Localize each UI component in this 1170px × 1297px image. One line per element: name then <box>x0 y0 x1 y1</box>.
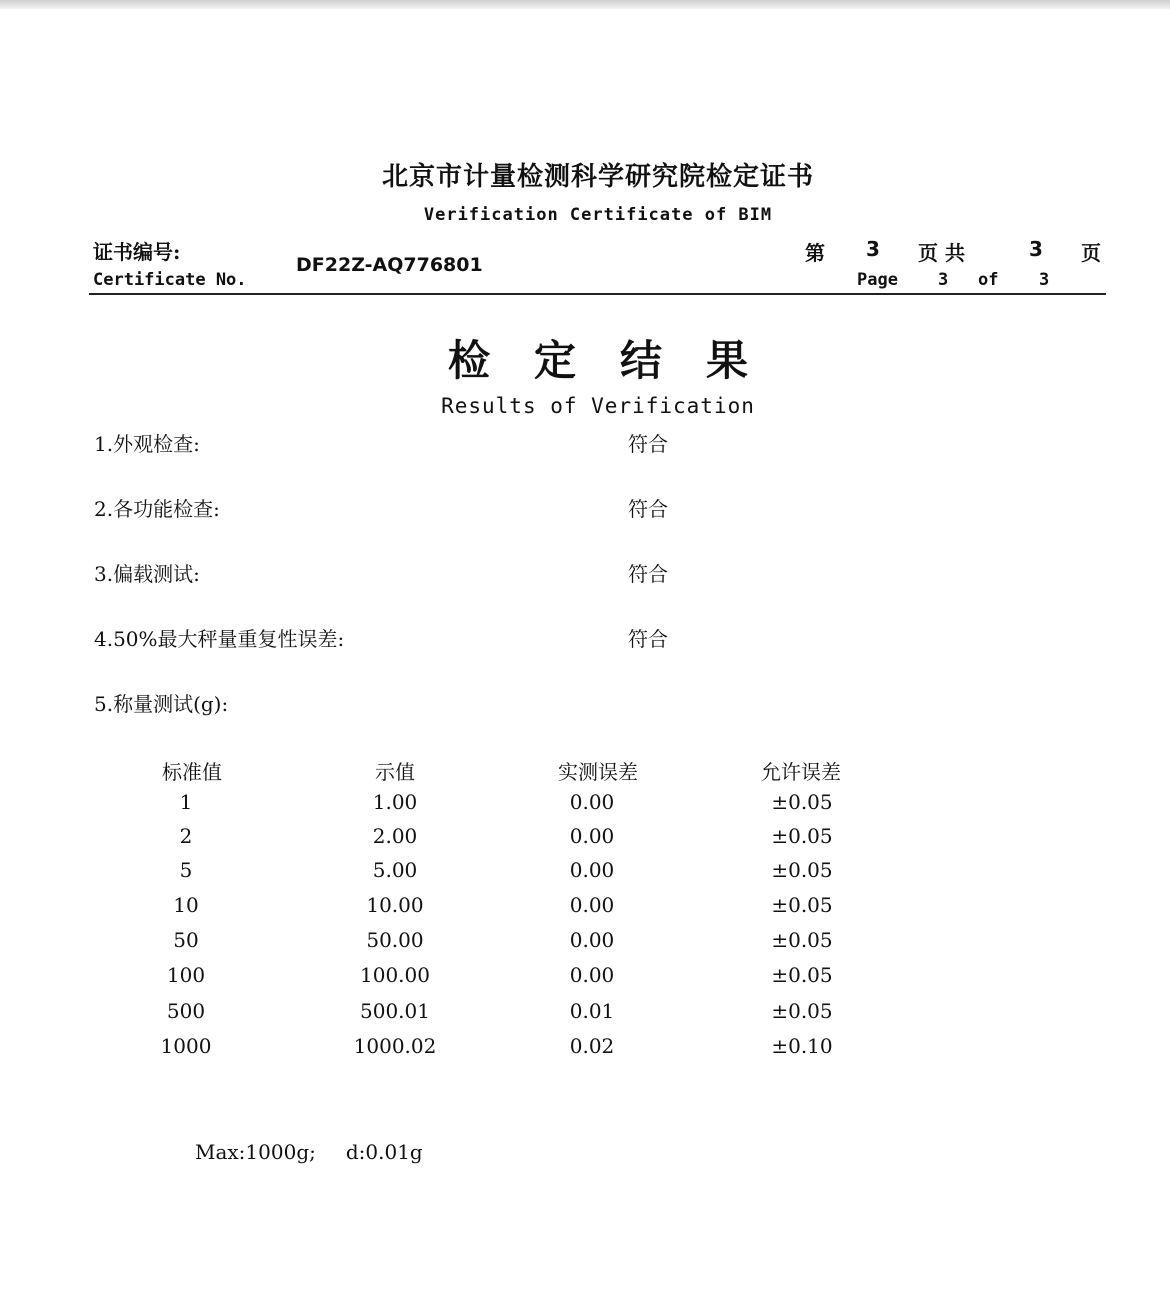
table-header-allowed: 允许误差 <box>761 760 841 784</box>
table-cell: 0.00 <box>569 790 615 814</box>
results-title-cn: 检定结果 <box>447 336 792 385</box>
check-item-label: 4.50%最大秤量重复性误差: <box>94 627 345 651</box>
table-cell: 100 <box>166 963 206 987</box>
table-cell: 10 <box>173 893 199 917</box>
table-header-standard: 标准值 <box>162 760 222 784</box>
cert-label-en: Certificate No. <box>93 270 247 290</box>
table-cell: 50 <box>173 928 199 952</box>
table-cell: 0.00 <box>569 893 615 917</box>
page-mid-cn: 页 共 <box>918 241 965 265</box>
check-item-value: 符合 <box>628 562 668 586</box>
max-capacity: Max:1000g; <box>195 1140 316 1164</box>
table-cell: ±0.05 <box>771 893 833 917</box>
check-item-label: 2.各功能检查: <box>94 497 220 521</box>
capacity-note <box>195 1140 423 1164</box>
table-cell: 50.00 <box>366 928 424 952</box>
table-cell: 5.00 <box>372 858 418 882</box>
certificate-title-en: Verification Certificate of BIM <box>423 205 773 225</box>
table-cell: 10.00 <box>366 893 424 917</box>
page-total-en: 3 <box>1039 270 1050 290</box>
check-item-label: 3.偏载测试: <box>94 562 200 586</box>
results-title-en: Results of Verification <box>441 394 755 418</box>
table-cell: 0.00 <box>569 858 615 882</box>
table-cell: 0.00 <box>569 824 615 848</box>
page-current-en: 3 <box>938 270 949 290</box>
check-item-value: 符合 <box>628 432 668 456</box>
page-current-cn: 3 <box>866 237 880 261</box>
table-cell: ±0.05 <box>771 963 833 987</box>
check-item-label: 5.称量测试(g): <box>94 692 229 716</box>
table-cell: 0.00 <box>569 928 615 952</box>
cert-label-cn: 证书编号: <box>93 240 181 264</box>
table-header-reading: 示值 <box>375 760 415 784</box>
page-suffix-cn: 页 <box>1081 241 1101 265</box>
table-cell: 1000.02 <box>353 1034 437 1058</box>
page-prefix-cn: 第 <box>805 241 825 265</box>
table-cell: 1000 <box>160 1034 212 1058</box>
table-cell: ±0.10 <box>771 1034 833 1058</box>
table-cell: 5 <box>179 858 193 882</box>
table-cell: ±0.05 <box>771 824 833 848</box>
table-cell: 0.02 <box>569 1034 615 1058</box>
table-cell: 1.00 <box>372 790 418 814</box>
table-cell: 100.00 <box>360 963 430 987</box>
top-shadow <box>0 0 1170 9</box>
division-value: d:0.01g <box>345 1140 423 1164</box>
table-cell: 2.00 <box>372 824 418 848</box>
check-item-value: 符合 <box>628 497 668 521</box>
cert-number: DF22Z-AQ776801 <box>296 254 483 276</box>
check-item-value: 符合 <box>628 627 668 651</box>
page-total-cn: 3 <box>1029 237 1043 261</box>
table-cell: ±0.05 <box>771 999 833 1023</box>
certificate-title-cn: 北京市计量检测科学研究院检定证书 <box>381 162 814 192</box>
table-cell: ±0.05 <box>771 790 833 814</box>
table-cell: 500.01 <box>360 999 430 1023</box>
table-cell: 2 <box>179 824 193 848</box>
header-divider <box>89 293 1106 295</box>
table-header-error: 实测误差 <box>558 760 638 784</box>
table-cell: ±0.05 <box>771 858 833 882</box>
table-cell: ±0.05 <box>771 928 833 952</box>
table-cell: 0.01 <box>569 999 615 1023</box>
check-item-label: 1.外观检查: <box>94 432 200 456</box>
table-cell: 500 <box>166 999 206 1023</box>
page-prefix-en: Page <box>857 270 898 290</box>
table-cell: 1 <box>179 790 193 814</box>
page-of-en: of <box>978 270 999 290</box>
table-cell: 0.00 <box>569 963 615 987</box>
